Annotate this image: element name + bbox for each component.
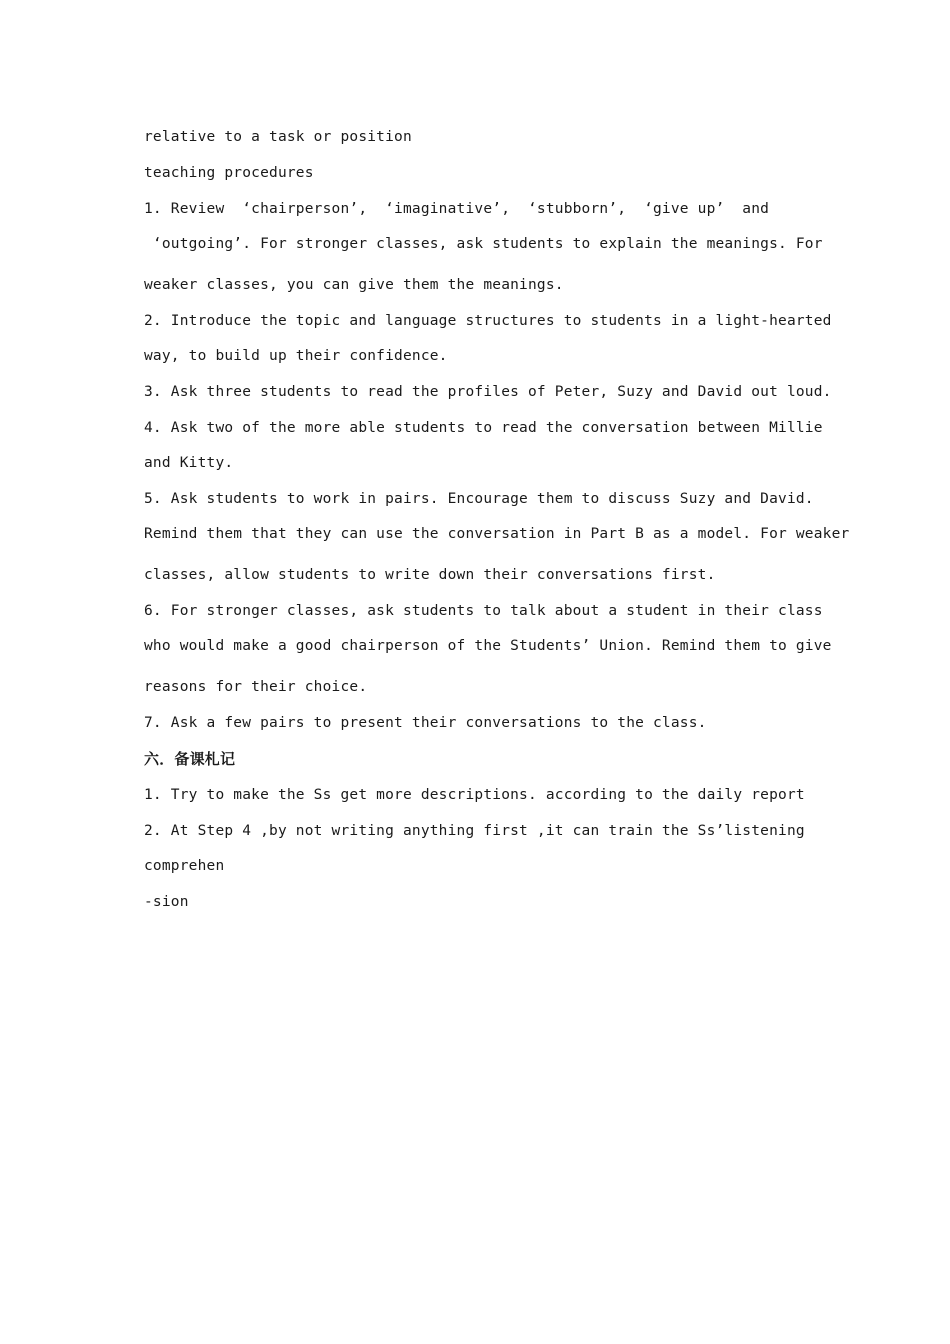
procedure-5-line-2: Remind them that they can use the conversation in Part B as a model. For weaker — [144, 526, 850, 542]
procedure-1-continuation — [144, 224, 824, 306]
note-2-line-2: comprehen — [144, 858, 225, 874]
note-2-line-1: 2. At Step 4 ,by not writing anything first ,it can train the Ss’listening — [144, 823, 805, 839]
procedure-6-continuation — [144, 626, 832, 708]
procedure-1-line-3: weaker classes, you can give them the meanings. — [144, 277, 564, 293]
procedure-5-line-1: 5. Ask students to work in pairs. Encourage them to discuss Suzy and David. — [144, 491, 814, 507]
intro-line-2: teaching procedures — [144, 165, 314, 181]
procedure-2-line-1: 2. Introduce the topic and language structures to students in a light-hearted — [144, 313, 832, 329]
procedure-4-line-2: and Kitty. — [144, 455, 234, 471]
procedure-2-continuation — [144, 336, 824, 377]
procedure-6-line-1: 6. For stronger classes, ask students to talk about a student in their class — [144, 603, 823, 619]
procedure-6-line-3: reasons for their choice. — [144, 679, 368, 695]
procedure-6-line-2: who would make a good chairperson of the Students’ Union. Remind them to give — [144, 638, 832, 654]
procedure-4-line-1: 4. Ask two of the more able students to read the conversation between Millie — [144, 420, 823, 436]
trailing-line: -sion — [144, 894, 189, 910]
note-1-line-1: 1. Try to make the Ss get more descriptions. according to the daily report — [144, 787, 805, 803]
procedure-7-line-1: 7. Ask a few pairs to present their conversations to the class. — [144, 715, 707, 731]
procedure-5-continuation — [144, 514, 850, 596]
procedure-3-line-1: 3. Ask three students to read the profiles of Peter, Suzy and David out loud. — [144, 384, 832, 400]
procedure-2-line-2: way, to build up their confidence. — [144, 348, 448, 364]
procedure-4-continuation — [144, 443, 824, 484]
procedure-1-line-2: ‘outgoing’. For stronger classes, ask students to explain the meanings. For — [144, 236, 823, 252]
intro-line-1: relative to a task or position — [144, 129, 412, 145]
document-body — [144, 126, 850, 927]
procedure-1-line-1: 1. Review ‘chairperson’, ‘imaginative’, ‘stubborn’, ‘give up’ and — [144, 201, 770, 217]
procedure-5-line-3: classes, allow students to write down their conversations first. — [144, 567, 716, 583]
note-2-continuation — [144, 846, 824, 887]
notes-heading: 六．备课札记 — [144, 750, 236, 768]
